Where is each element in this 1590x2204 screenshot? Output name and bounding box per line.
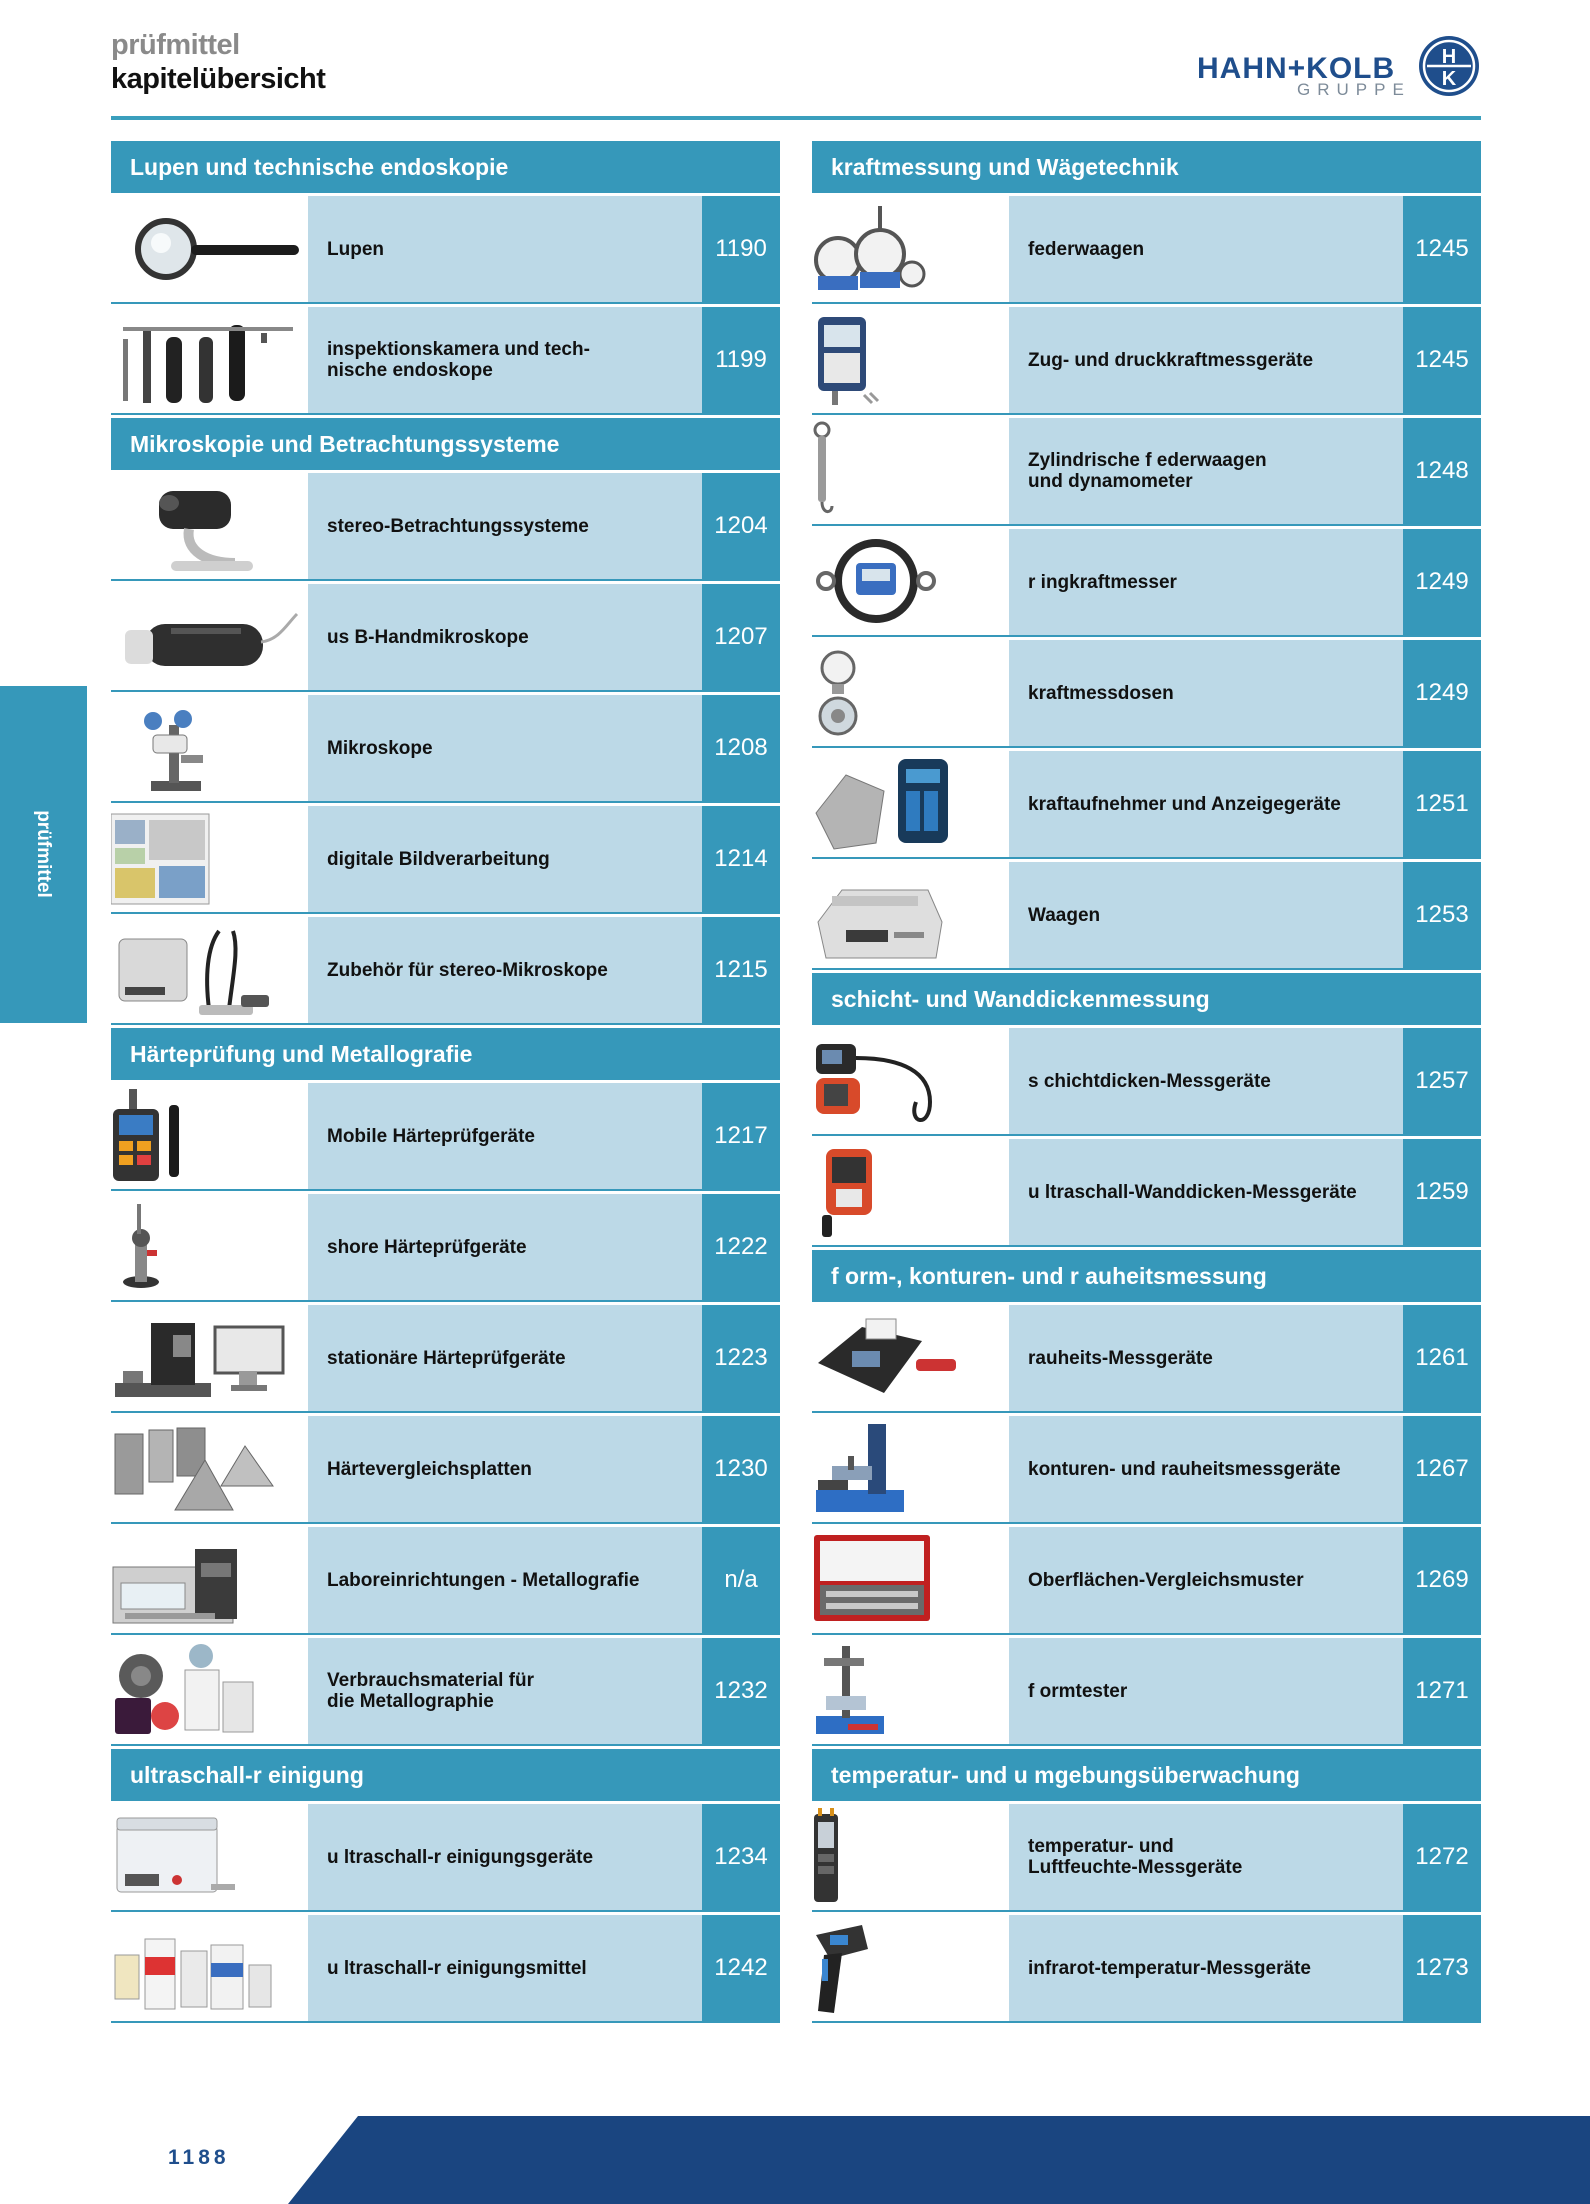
chapter-entry[interactable] (111, 917, 780, 1025)
shore-tester-icon (111, 1194, 308, 1300)
entry-label: f ormtester (1009, 1638, 1403, 1744)
chapter-entry[interactable] (812, 751, 1481, 859)
chapter-entry[interactable] (111, 1527, 780, 1635)
entry-page-number[interactable]: 1222 (702, 1194, 780, 1300)
entry-page-number[interactable]: 1259 (1403, 1139, 1481, 1245)
chapter-entry[interactable] (812, 862, 1481, 970)
chapter-entry[interactable] (812, 529, 1481, 637)
cylindrical-scale-icon (812, 418, 1009, 524)
page-header (111, 28, 325, 96)
entry-label: temperatur- und Luftfeuchte-Messgeräte (1009, 1804, 1403, 1910)
chapter-entry[interactable] (111, 584, 780, 692)
chapter-entry[interactable] (812, 1305, 1481, 1413)
spring-scales-icon (812, 196, 1009, 302)
entry-page-number[interactable]: 1253 (1403, 862, 1481, 968)
chapter-entry[interactable] (812, 1915, 1481, 2023)
stereo-viewer-icon (111, 473, 308, 579)
left-column (111, 141, 780, 2026)
stationary-tester-icon (111, 1305, 308, 1411)
entry-page-number[interactable]: 1272 (1403, 1804, 1481, 1910)
section-header: temperatur- und u mgebungsüberwachung (812, 1749, 1481, 1801)
entry-label: us B-Handmikroskope (308, 584, 702, 690)
chapter-entry[interactable] (812, 1804, 1481, 1912)
entry-page-number[interactable]: 1215 (702, 917, 780, 1023)
entry-label: Mikroskope (308, 695, 702, 801)
entry-label: digitale Bildverarbeitung (308, 806, 702, 912)
entry-page-number[interactable]: 1232 (702, 1638, 780, 1744)
entry-label: Oberflächen-Vergleichsmuster (1009, 1527, 1403, 1633)
coating-gauge-icon (812, 1028, 1009, 1134)
test-blocks-icon (111, 1416, 308, 1522)
section-header: Lupen und technische endoskopie (111, 141, 780, 193)
ir-thermometer-icon (812, 1915, 1009, 2021)
section-header: ultraschall-r einigung (111, 1749, 780, 1801)
entry-label: r ingkraftmesser (1009, 529, 1403, 635)
svg-text:H: H (1441, 46, 1457, 68)
entry-page-number[interactable]: 1214 (702, 806, 780, 912)
entry-label: Laboreinrichtungen - Metallografie (308, 1527, 702, 1633)
magnifier-icon (111, 196, 308, 302)
entry-label: konturen- und rauheitsmessgeräte (1009, 1416, 1403, 1522)
entry-label: Zug- und druckkraftmessgeräte (1009, 307, 1403, 413)
chapter-name: prüfmittel (111, 29, 240, 61)
section-header: f orm-, konturen- und r auheitsmessung (812, 1250, 1481, 1302)
chapter-entry[interactable] (111, 307, 780, 415)
contour-tester-icon (812, 1416, 1009, 1522)
chapter-entry[interactable] (812, 640, 1481, 748)
chapter-entry[interactable] (812, 1139, 1481, 1247)
entry-page-number[interactable]: 1257 (1403, 1028, 1481, 1134)
entry-label: kraftaufnehmer und Anzeigegeräte (1009, 751, 1403, 857)
entry-label: Härtevergleichsplatten (308, 1416, 702, 1522)
entry-page-number[interactable]: 1249 (1403, 640, 1481, 746)
chapter-entry[interactable] (812, 418, 1481, 526)
section-header: Mikroskopie und Betrachtungssysteme (111, 418, 780, 470)
logo-emblem-icon (1417, 34, 1481, 98)
entry-label: stationäre Härteprüfgeräte (308, 1305, 702, 1411)
entry-page-number[interactable]: 1217 (702, 1083, 780, 1189)
entry-page-number[interactable]: 1208 (702, 695, 780, 801)
section-header: Härteprüfung und Metallografie (111, 1028, 780, 1080)
usb-microscope-icon (111, 584, 308, 690)
entry-label: u ltraschall-r einigungsgeräte (308, 1804, 702, 1910)
entry-label: Lupen (308, 196, 702, 302)
entry-page-number[interactable]: 1261 (1403, 1305, 1481, 1411)
chapter-entry[interactable] (111, 1305, 780, 1413)
entry-page-number[interactable]: 1269 (1403, 1527, 1481, 1633)
chapter-entry[interactable] (111, 806, 780, 914)
entry-label: Verbrauchsmaterial für die Metallographie (308, 1638, 702, 1744)
entry-label: infrarot-temperatur-Messgeräte (1009, 1915, 1403, 2021)
thermo-hygrometer-icon (812, 1804, 1009, 1910)
entry-page-number[interactable]: 1223 (702, 1305, 780, 1411)
page-title: kapitelübersicht (111, 63, 326, 95)
chapter-entry[interactable] (111, 1194, 780, 1302)
chapter-entry[interactable] (111, 1915, 780, 2023)
comparison-case-icon (812, 1527, 1009, 1633)
logo-wordmark: HAHN+KOLB (1197, 52, 1396, 85)
page-number: 1188 (168, 2146, 230, 2169)
consumables-icon (111, 1638, 308, 1744)
cleaning-bottles-icon (111, 1915, 308, 2021)
entry-label: stereo-Betrachtungssysteme (308, 473, 702, 579)
logo-subtitle: GRUPPE (1297, 80, 1411, 99)
entry-page-number[interactable]: 1234 (702, 1804, 780, 1910)
entry-label: kraftmessdosen (1009, 640, 1403, 746)
chapter-entry[interactable] (812, 1527, 1481, 1635)
chapter-entry[interactable] (111, 1083, 780, 1191)
ring-dynamometer-icon (812, 529, 1009, 635)
section-header: kraftmessung und Wägetechnik (812, 141, 1481, 193)
microscope-icon (111, 695, 308, 801)
entry-page-number[interactable]: 1230 (702, 1416, 780, 1522)
screen-software-icon (111, 806, 308, 912)
wall-thickness-gauge-icon (812, 1139, 1009, 1245)
entry-page-number[interactable]: 1204 (702, 473, 780, 579)
header-rule (111, 116, 1481, 120)
entry-label: u ltraschall-r einigungsmittel (308, 1915, 702, 2021)
entry-label: Waagen (1009, 862, 1403, 968)
svg-text:K: K (1441, 68, 1457, 90)
load-cell-icon (812, 640, 1009, 746)
chapter-entry[interactable] (111, 695, 780, 803)
entry-label: inspektionskamera und tech- nische endoskope (308, 307, 702, 413)
chapter-entry[interactable] (111, 1416, 780, 1524)
entry-page-number[interactable]: 1267 (1403, 1416, 1481, 1522)
lab-equipment-icon (111, 1527, 308, 1633)
chapter-entry[interactable] (812, 1416, 1481, 1524)
chapter-side-tab[interactable] (0, 686, 87, 1023)
company-logo (1195, 34, 1483, 102)
ultrasonic-bath-icon (111, 1804, 308, 1910)
balance-icon (812, 862, 1009, 968)
chapter-entry[interactable] (812, 307, 1481, 415)
entry-label: Mobile Härteprüfgeräte (308, 1083, 702, 1189)
entry-page-number[interactable]: 1273 (1403, 1915, 1481, 2021)
section-header: schicht- und Wanddickenmessung (812, 973, 1481, 1025)
side-tab-label: prüfmittel (33, 810, 54, 898)
entry-page-number[interactable]: 1271 (1403, 1638, 1481, 1744)
entry-label: shore Härteprüfgeräte (308, 1194, 702, 1300)
chapter-entry[interactable] (111, 196, 780, 304)
entry-page-number[interactable]: 1199 (702, 307, 780, 413)
entry-page-number[interactable]: 1190 (702, 196, 780, 302)
footer-band (0, 2116, 1590, 2204)
entry-label: Zylindrische f ederwaagen und dynamometer (1009, 418, 1403, 524)
chapter-entry[interactable] (812, 1638, 1481, 1746)
force-gauge-icon (812, 307, 1009, 413)
entry-page-number[interactable]: 1242 (702, 1915, 780, 2021)
entry-label: federwaagen (1009, 196, 1403, 302)
entry-page-number[interactable]: 1248 (1403, 418, 1481, 524)
chapter-entry[interactable] (111, 473, 780, 581)
endoscope-icon (111, 307, 308, 413)
entry-label: rauheits-Messgeräte (1009, 1305, 1403, 1411)
roughness-tester-icon (812, 1305, 1009, 1411)
entry-page-number[interactable]: 1245 (1403, 307, 1481, 413)
chapter-entry[interactable] (111, 1638, 780, 1746)
entry-label: u ltraschall-Wanddicken-Messgeräte (1009, 1139, 1403, 1245)
right-column (812, 141, 1481, 2026)
form-tester-icon (812, 1638, 1009, 1744)
mobile-hardness-tester-icon (111, 1083, 308, 1189)
chapter-entry[interactable] (111, 1804, 780, 1912)
entry-label: Zubehör für stereo-Mikroskope (308, 917, 702, 1023)
entry-page-number[interactable]: 1207 (702, 584, 780, 690)
entry-page-number[interactable]: 1251 (1403, 751, 1481, 857)
entry-label: s chichtdicken-Messgeräte (1009, 1028, 1403, 1134)
force-display-icon (812, 751, 1009, 857)
light-source-icon (111, 917, 308, 1023)
entry-page-number[interactable]: 1245 (1403, 196, 1481, 302)
entry-page-number[interactable]: n/a (702, 1527, 780, 1633)
entry-page-number[interactable]: 1249 (1403, 529, 1481, 635)
chapter-entry[interactable] (812, 196, 1481, 304)
chapter-entry[interactable] (812, 1028, 1481, 1136)
